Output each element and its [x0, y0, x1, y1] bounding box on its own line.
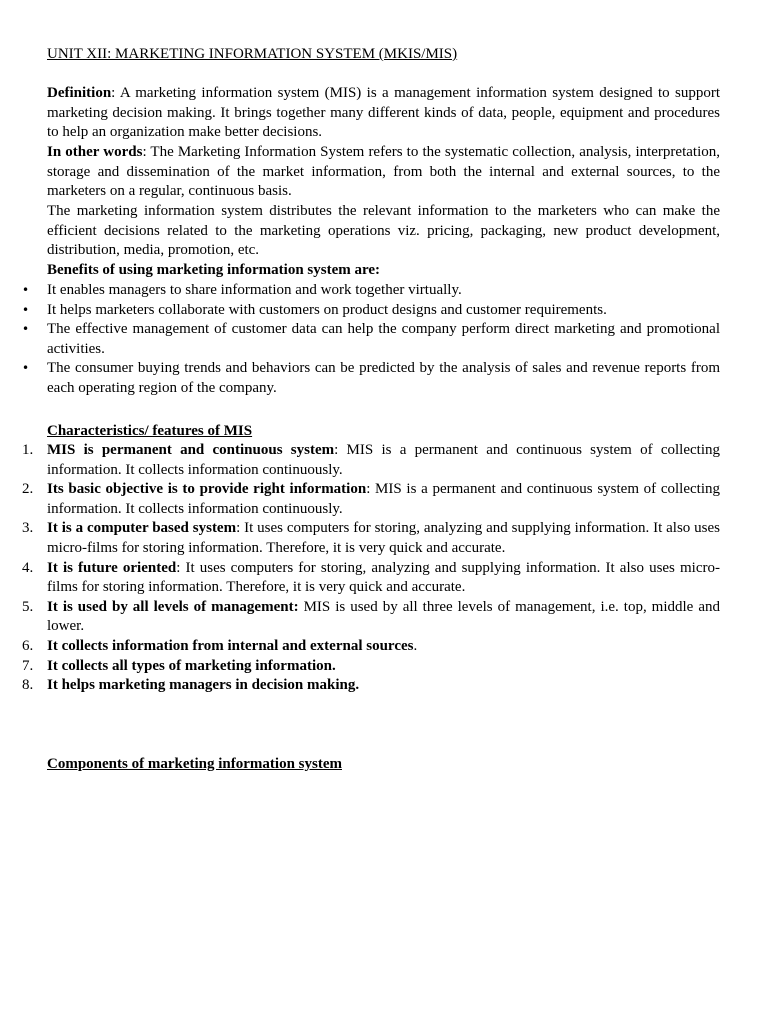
item-number: 6. — [22, 637, 34, 654]
list-item: • It helps marketers collaborate with customers on product designs and customer requirements. — [0, 301, 720, 321]
item-number: 2. — [22, 481, 34, 498]
definition-paragraph — [47, 84, 720, 143]
list-item — [0, 657, 720, 677]
item-number: 3. — [22, 520, 34, 537]
item-text: : MIS is a permanent and continuous system of collecting information. It collects information continuously. — [47, 442, 720, 478]
item-bold: It is future oriented — [47, 559, 177, 576]
definition-text: : A marketing information system (MIS) is a management information system designed to support marketing decision making. It brings together many different kinds of data, people, equipment and procedures to help an organization make better decisions. — [47, 85, 720, 141]
definition-label: Definition — [47, 85, 112, 101]
document-title: UNIT XII: MARKETING INFORMATION SYSTEM (MKIS/MIS) — [47, 46, 458, 62]
item-bold: MIS is permanent and continuous system — [47, 442, 335, 458]
list-item — [0, 519, 720, 558]
item-bold: It is a computer based system — [47, 520, 237, 537]
item-number: 7. — [22, 657, 34, 674]
item-text: : It uses computers for storing, analyzing and supplying information. It also uses micro-films for storing information. Therefore, it is very quick and accurate. — [47, 520, 720, 556]
item-bold: Its basic objective is to provide right information — [47, 481, 367, 498]
item-bold: It helps marketing managers in decision making. — [47, 677, 360, 694]
list-item — [0, 637, 720, 657]
list-item — [0, 480, 720, 519]
list-item: • The effective management of customer data can help the company perform direct marketing and promotional activities. — [0, 320, 720, 359]
other-words-paragraph — [47, 143, 720, 202]
item-text: : MIS is a permanent and continuous system of collecting information. It collects information continuously. — [47, 481, 721, 517]
benefits-heading: Benefits of using marketing information system are: — [47, 262, 381, 278]
item-text: MIS is used by all three levels of management, i.e. top, middle and lower. — [47, 598, 720, 635]
list-item — [0, 559, 720, 598]
list-item — [0, 441, 720, 480]
characteristics-list — [0, 441, 720, 696]
benefits-list — [0, 281, 720, 399]
distribution-paragraph: The marketing information system distributes the relevant information to the marketers who can make the efficient decisions related to the marketing operations viz. pricing, packaging, new product development, distribution, media, promotion, etc. — [47, 203, 720, 259]
list-item: • The consumer buying trends and behaviors can be predicted by the analysis of sales and revenue reports from each operating region of the company. — [0, 359, 720, 398]
item-text: : It uses computers for storing, analyzing and supplying information. It also uses micro-films for storing information. Therefore, it is very quick and accurate. — [47, 559, 720, 596]
item-number: 8. — [22, 677, 34, 694]
item-bold: It collects information from internal and external sources — [47, 637, 414, 654]
components-heading: Components of marketing information system — [47, 756, 342, 772]
list-item: • It enables managers to share information and work together virtually. — [0, 281, 720, 301]
list-item — [0, 598, 720, 637]
item-number: 4. — [22, 559, 34, 576]
other-words-label: In other words — [47, 144, 143, 160]
characteristics-heading: Characteristics/ features of MIS — [47, 423, 253, 439]
other-words-text: : The Marketing Information System refers to the systematic collection, analysis, interpretation, storage and dissemination of the market information, from both the internal and external sources, to the marketers on a regular, continuous basis. — [47, 144, 720, 200]
item-number: 5. — [22, 598, 34, 615]
item-text: . — [413, 637, 418, 654]
item-bold: It is used by all levels of management: — [47, 598, 299, 615]
item-bold: It collects all types of marketing information. — [47, 657, 336, 674]
item-number: 1. — [22, 442, 34, 458]
list-item — [0, 676, 720, 696]
